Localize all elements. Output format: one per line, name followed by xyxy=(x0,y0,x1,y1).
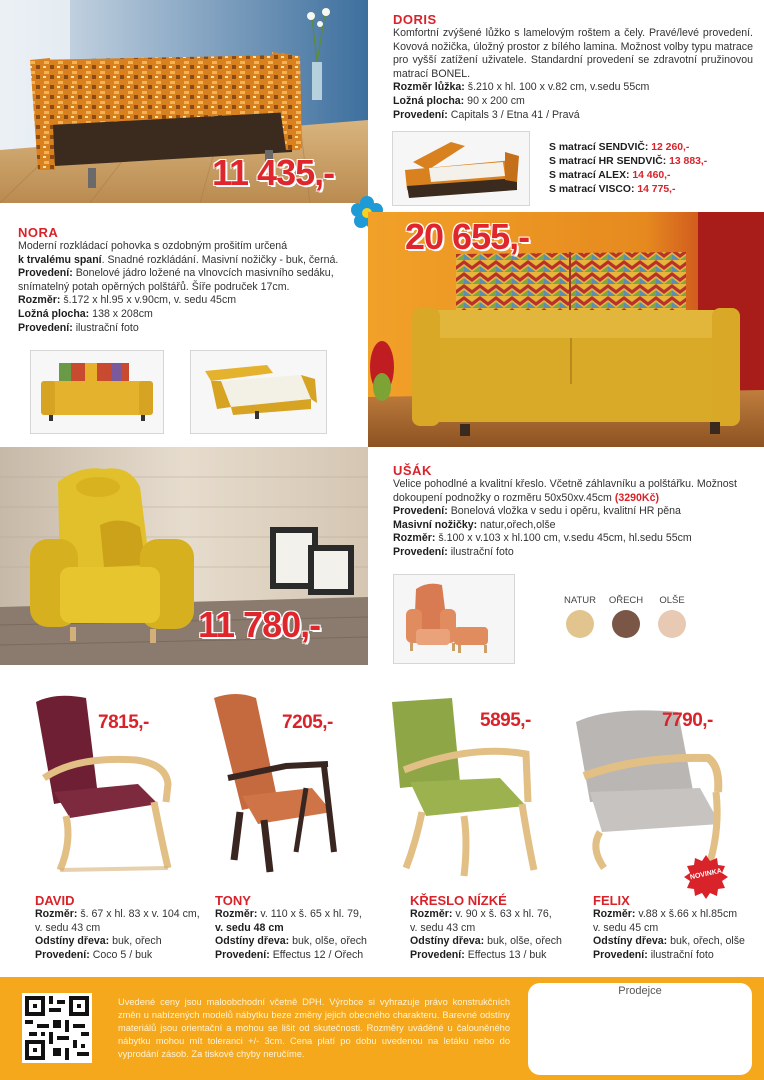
swatch-label-olse: OLŠE xyxy=(659,595,685,606)
qr-code-icon[interactable] xyxy=(22,993,92,1063)
doris-dims-label: Rozměr lůžka: xyxy=(393,81,465,94)
swatch-label-natur: NATUR xyxy=(563,595,597,606)
doris-dims: š.210 x hl. 100 x v.82 cm, v.sedu 55cm xyxy=(467,81,650,94)
doris-option-row: S matrací VISCO: 14 775,- xyxy=(549,184,676,195)
swatch-label-orech: OŘECH xyxy=(608,595,644,606)
nora-thumbnail-closed xyxy=(30,350,164,434)
seller-label: Prodejce xyxy=(618,985,662,997)
chair-info-david: DAVID Rozměr: š. 67 x hl. 83 x v. 104 cm, v. sedu 43 cm Odstíny dřeva: buk, ořech Provedení: Coco 5 / buk xyxy=(35,893,210,962)
usak-description-block: Velice pohodlné a kvalitní křeslo. Včetně záhlavníku a polštářku. Možnost dokoupení podnožky o rozměru 50x50xv.45cm (3290Kč) Provedení: Bonelová vložka v sedu i opěru, kvalitní HR pěna Masivní nožičky: natur,ořech,olše Rozměr: š.100 x v.103 x hl.100 cm, v.sedu 45cm, hl.sedu 55cm Provedení: ilustrační foto xyxy=(393,478,737,558)
chair-info-tony: TONY Rozměr: v. 110 x š. 65 x hl. 79, v. sedu 48 cm Odstíny dřeva: buk, olše, ořech Provedení: Effectus 12 / Ořech xyxy=(215,893,395,962)
chair-name-tony: TONY xyxy=(215,893,251,908)
footer-disclaimer: Uvedené ceny jsou maloobchodní včetně DPH. Výrobce si vyhrazuje právo konstrukčních změn u nabízených modelů nábytku beze změny jejich obecného charakteru. Barevné odstíny materiálů jsou orientační a mohou se lišit od skutečnosti. Rozměry uváděné u čalouněného nábytku mohou mít toleranci +/- 3cm. Cena platí po dobu uvedenou na letáku nebo do vyprodání zásob. Za tiskové chyby neručíme. xyxy=(118,997,510,1059)
doris-finish: Capitals 3 / Etna 41 / Pravá xyxy=(450,108,580,121)
usak-thumbnail xyxy=(393,574,515,664)
nora-title: NORA xyxy=(18,225,59,240)
chair-name-felix: FELIX xyxy=(593,893,630,908)
usak-title: UŠÁK xyxy=(393,463,432,478)
footstool-price: (3290Kč) xyxy=(614,491,659,504)
doris-sleep-label: Ložná plocha: xyxy=(393,94,465,107)
chair-price-david: 7815,- xyxy=(98,712,149,733)
swatch-orech xyxy=(612,610,640,638)
chair-name-kreslo-nizke: KŘESLO NÍZKÉ xyxy=(410,893,507,908)
nora-price: 20 655,- xyxy=(405,216,530,257)
chair-price-tony: 7205,- xyxy=(282,712,333,733)
doris-thumbnail xyxy=(392,131,530,206)
doris-finish-label: Provedení: xyxy=(393,108,448,121)
doris-option-row: S matrací SENDVIČ: 12 260,- xyxy=(549,142,690,153)
nora-thumbnail-open xyxy=(190,350,327,434)
doris-options xyxy=(549,141,759,197)
doris-price: 11 435,- xyxy=(212,152,335,193)
nora-description-block: Moderní rozkládací pohovka s ozdobným prošitím určená k trvalému spaní. Snadné rozkládání. Masivní nožičky - buk, černá. Provedení: Bonelové jádro ložené na vlnovcích masivního sedáku, snímatelný potah opěrných polštářů. Šíře područek 17cm. Rozměr: š.172 x hl.95 x v.90cm, v. sedu 45cm Ložná plocha: 138 x 208cm Provedení: ilustrační foto xyxy=(18,240,339,334)
doris-title: DORIS xyxy=(393,12,437,27)
chair-info-felix: FELIX Rozměr: v.88 x š.66 x hl.85cm v. sedu 45 cm Odstíny dřeva: buk, ořech, olše Provedení: ilustrační foto xyxy=(593,893,763,962)
usak-price: 11 780,- xyxy=(198,604,321,645)
doris-description: Komfortní zvýšené lůžko s lamelovým roštem a čely. Pravé/levé provedení. Kovová nožička, úložný prostor z bílého lamina. Možnost volby typu matrace pro vyšší zatížení uživatele. Standardní provedení se zdravotní pružinovou matrací BONEL. xyxy=(393,27,753,80)
chair-info-kreslo-nizke: KŘESLO NÍZKÉ Rozměr: v. 90 x š. 63 x hl. 76, v. sedu 43 cm Odstíny dřeva: buk, olše, ořech Provedení: Effectus 13 / buk xyxy=(410,893,590,962)
swatch-olse xyxy=(658,610,686,638)
doris-option-row: S matrací ALEX: 14 460,- xyxy=(549,170,671,181)
swatch-natur xyxy=(566,610,594,638)
chair-price-kreslo-nizke: 5895,- xyxy=(480,710,531,731)
doris-option-row: S matrací HR SENDVIČ: 13 883,- xyxy=(549,156,708,167)
doris-description-block xyxy=(393,27,753,122)
doris-sleep: 90 x 200 cm xyxy=(467,94,525,107)
seller-box xyxy=(528,983,752,1075)
chair-name-david: DAVID xyxy=(35,893,75,908)
chair-price-felix: 7790,- xyxy=(662,710,713,731)
novinka-badge-label: NOVINKA xyxy=(689,867,723,882)
